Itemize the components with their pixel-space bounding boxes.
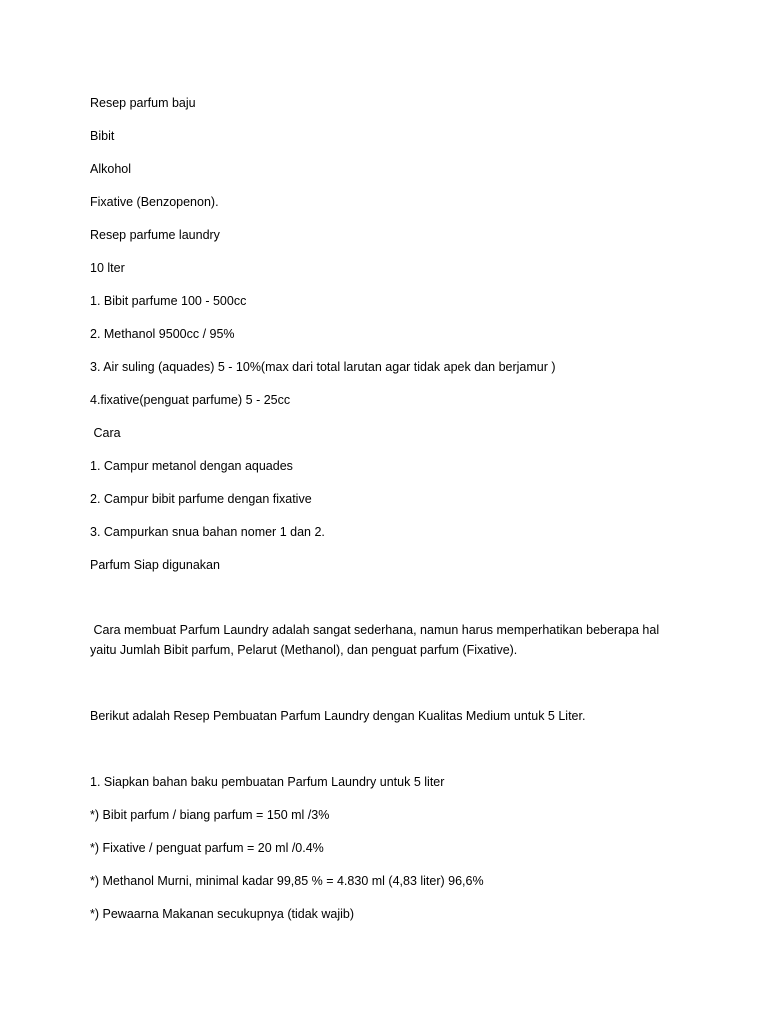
steps-item-3: *) Fixative / penguat parfum = 20 ml /0.4% bbox=[90, 841, 324, 855]
line-ingredient-1: 1. Bibit parfume 100 - 500cc bbox=[90, 294, 247, 308]
line-cara-heading: Cara bbox=[90, 426, 121, 440]
line-ingredient-4: 4.fixative(penguat parfume) 5 - 25cc bbox=[90, 393, 291, 407]
line-ingredient-2: 2. Methanol 9500cc / 95% bbox=[90, 327, 235, 341]
steps-item-1: 1. Siapkan bahan baku pembuatan Parfum Laundry untuk 5 liter bbox=[90, 775, 445, 789]
line-title: Resep parfum baju bbox=[90, 96, 196, 110]
line-alkohol: Alkohol bbox=[90, 162, 131, 176]
paragraph-intro-line-2: yaitu Jumlah Bibit parfum, Pelarut (Methanol), dan penguat parfum (Fixative). bbox=[90, 643, 518, 657]
line-laundry-heading: Resep parfume laundry bbox=[90, 228, 220, 242]
line-step-3: 3. Campurkan snua bahan nomer 1 dan 2. bbox=[90, 525, 325, 539]
line-ready: Parfum Siap digunakan bbox=[90, 558, 220, 572]
paragraph-recipe-intro: Berikut adalah Resep Pembuatan Parfum Laundry dengan Kualitas Medium untuk 5 Liter. bbox=[90, 709, 586, 723]
line-volume: 10 lter bbox=[90, 261, 125, 275]
steps-item-4: *) Methanol Murni, minimal kadar 99,85 % = 4.830 ml (4,83 liter) 96,6% bbox=[90, 874, 484, 888]
line-ingredient-3: 3. Air suling (aquades) 5 - 10%(max dari total larutan agar tidak apek dan berjamur ) bbox=[90, 360, 556, 374]
steps-item-2: *) Bibit parfum / biang parfum = 150 ml /3% bbox=[90, 808, 330, 822]
line-fixative: Fixative (Benzopenon). bbox=[90, 195, 219, 209]
paragraph-intro-line-1: Cara membuat Parfum Laundry adalah sangat sederhana, namun harus memperhatikan beberapa hal bbox=[90, 623, 660, 637]
line-bibit: Bibit bbox=[90, 129, 115, 143]
steps-item-5: *) Pewaarna Makanan secukupnya (tidak wajib) bbox=[90, 907, 355, 921]
line-step-2: 2. Campur bibit parfume dengan fixative bbox=[90, 492, 312, 506]
line-step-1: 1. Campur metanol dengan aquades bbox=[90, 459, 293, 473]
